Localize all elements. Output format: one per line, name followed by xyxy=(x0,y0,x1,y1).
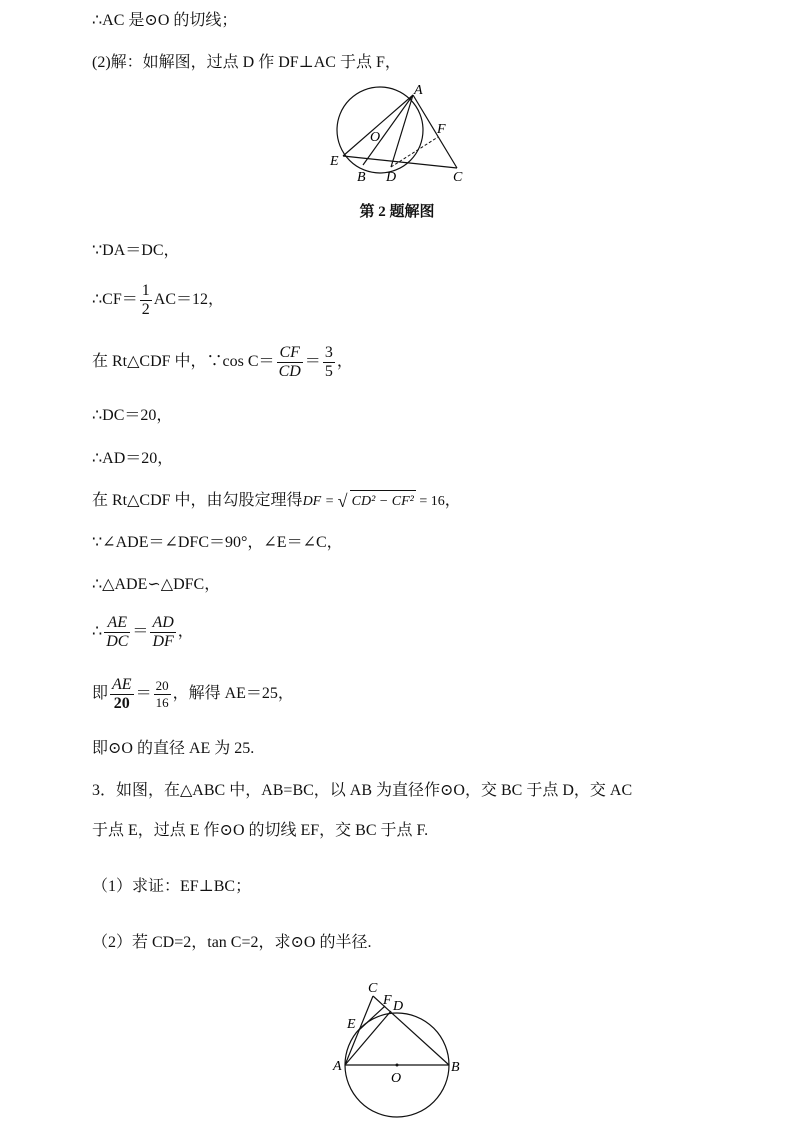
line-conclusion-tangent: ∴AC 是⊙O 的切线； xyxy=(92,12,238,29)
line-cf-pre: ∴CF＝ xyxy=(92,291,138,309)
fraction-3-5: $\frac{3}{5}$ xyxy=(324,344,333,380)
fig2-center-dot xyxy=(396,1064,399,1067)
fig2-label-c: C xyxy=(368,981,378,996)
figure-2-diagram xyxy=(325,978,475,1118)
figure-1-diagram xyxy=(325,83,475,193)
line-diameter: 即⊙O 的直径 AE 为 25. xyxy=(92,740,255,757)
fig1-line-ec xyxy=(343,156,457,168)
fraction-20-16: $\frac{20}{16}$ xyxy=(155,678,169,710)
figure-1-caption: 第 2 题解图 xyxy=(359,204,435,220)
question-3-line-2: 于点 E，过点 E 作⊙O 的切线 EF，交 BC 于点 F. xyxy=(92,822,429,839)
question-3-part-2: （2）若 CD=2，tan C=2，求⊙O 的半径. xyxy=(92,934,372,951)
fraction-ad-df: $\frac{AD}{DF}$ xyxy=(152,614,174,650)
line-angles: ∵∠ADE＝∠DFC＝90°，∠E＝∠C， xyxy=(92,534,343,551)
fig2-label-a: A xyxy=(333,1059,342,1074)
fig2-label-d: D xyxy=(393,999,404,1014)
fraction-cf-cd: $\frac{CF}{CD}$ xyxy=(278,344,301,380)
fig1-line-ac xyxy=(413,95,457,168)
fig1-label-d: D xyxy=(386,170,397,185)
line-solve-ae: 即 $\frac{AE}{20}$ ＝ $\frac{20}{16}$ ，解得 AE＝25， xyxy=(92,676,294,712)
line-similar: ∴△ADE∽△DFC， xyxy=(92,576,221,593)
fig1-label-e: E xyxy=(330,154,339,169)
fig1-label-c: C xyxy=(453,170,463,185)
fig1-label-b: B xyxy=(357,170,366,185)
fig2-label-b: B xyxy=(451,1060,460,1075)
sqrt-expression: √ CD² − CF² xyxy=(337,491,414,511)
fraction-ae-20: $\frac{AE}{20}$ xyxy=(112,676,132,712)
fig2-label-f: F xyxy=(383,993,392,1008)
fig1-label-o: O xyxy=(370,130,381,145)
line-cos-c: 在 Rt△CDF 中，∵cos C＝ $\frac{CF}{CD}$ ＝ $\frac{3}{5}$ ， xyxy=(92,344,353,380)
line-ad-20: ∴AD＝20， xyxy=(92,450,174,467)
fig2-line-ef xyxy=(359,1006,385,1030)
question-3-line-1: 3．如图，在△ABC 中，AB=BC，以 AB 为直径作⊙O，交 BC 于点 D，交 AC xyxy=(92,782,633,799)
line-dc-20: ∴DC＝20， xyxy=(92,407,173,424)
fraction-half: $\frac{1}{2}$ xyxy=(141,282,150,318)
fig1-line-ad xyxy=(391,95,413,167)
line-ratio: ∴ $\frac{AE}{DC}$ ＝ $\frac{AD}{DF}$ ， xyxy=(92,614,194,650)
line-da-dc: ∵DA＝DC， xyxy=(92,242,180,259)
line-part2-intro: (2)解：如解图，过点 D 作 DF⊥AC 于点 F， xyxy=(92,54,401,71)
fraction-ae-dc: $\frac{AE}{DC}$ xyxy=(106,614,129,650)
line-cf-post: AC＝12， xyxy=(153,291,224,309)
fig1-line-df xyxy=(391,137,438,167)
fig2-label-e: E xyxy=(347,1017,356,1032)
question-3-part-1: （1）求证：EF⊥BC； xyxy=(92,878,252,895)
fig1-line-ea xyxy=(343,95,413,156)
line-pythagoras: 在 Rt△CDF 中，由勾股定理得DF = √ CD² − CF² = 16， xyxy=(92,491,461,511)
fig2-label-o: O xyxy=(391,1071,402,1086)
line-cf xyxy=(92,282,224,319)
fig1-label-a: A xyxy=(414,83,423,98)
fig1-label-f: F xyxy=(437,122,446,137)
